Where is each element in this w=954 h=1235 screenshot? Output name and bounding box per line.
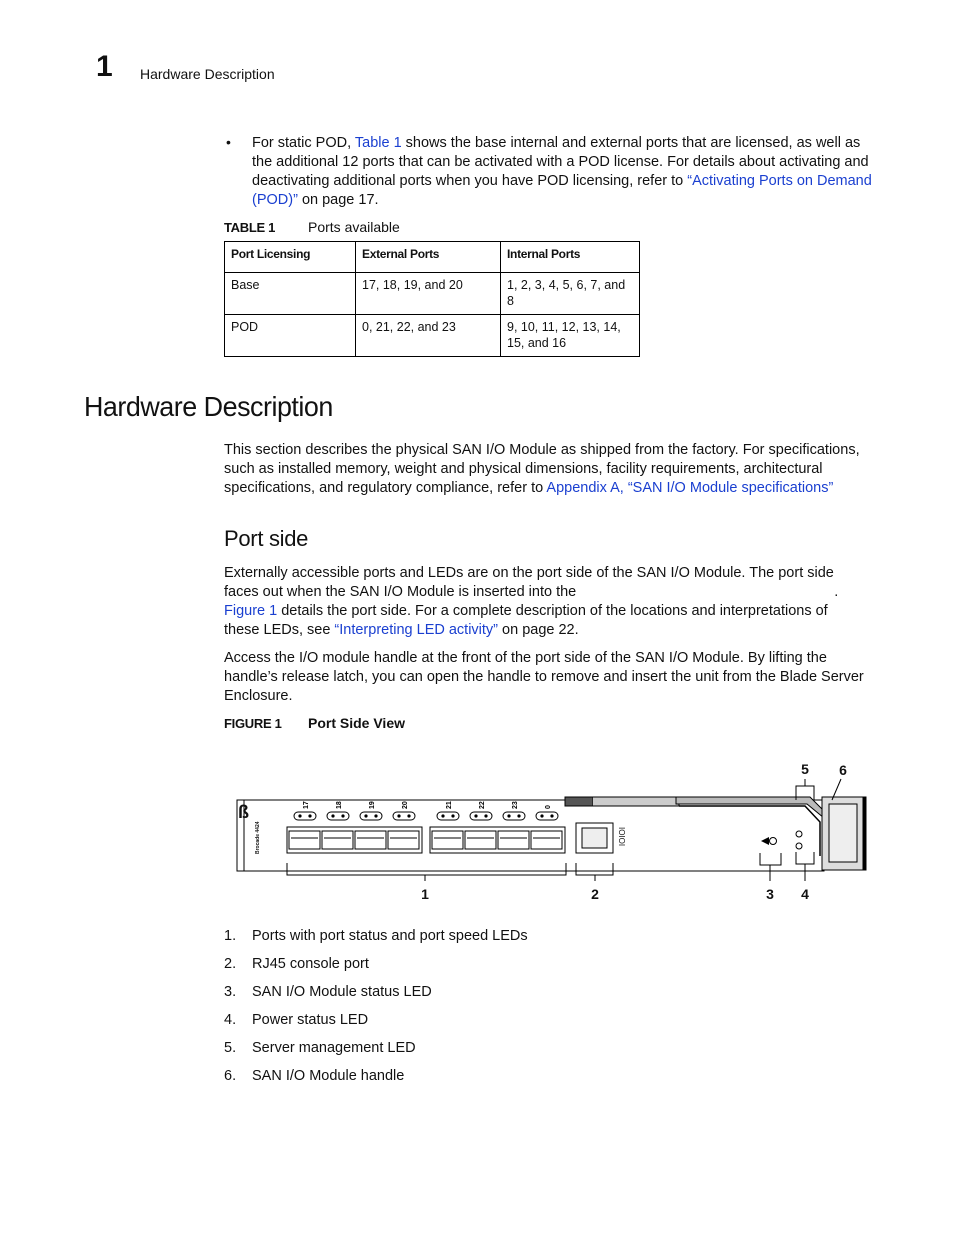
port-led-dot [298, 814, 301, 817]
bullet-text-3: on page 17. [297, 192, 379, 208]
port-led-dot [474, 814, 477, 817]
port-side-diagram [224, 752, 874, 912]
table-cell: 1, 2, 3, 4, 5, 6, 7, and 8 [501, 273, 640, 315]
table-header: External Ports [356, 242, 501, 273]
subsection-title: Port side [224, 526, 309, 551]
ports-table [224, 241, 640, 357]
sfp-port-20 [388, 831, 419, 849]
port-led-dot [374, 814, 377, 817]
port-number-label: 21 [446, 801, 453, 809]
port-led-21 [437, 812, 459, 820]
table-row [225, 315, 640, 357]
sfp-port-22 [465, 831, 496, 849]
callout-3: 3 [766, 886, 774, 902]
port-led-dot [507, 814, 510, 817]
section-paragraph [224, 441, 874, 498]
table-label: TABLE 1 [224, 220, 276, 235]
handle-rail [593, 797, 679, 806]
sfp-port-21 [432, 831, 463, 849]
legend-item: 6. SAN I/O Module handle [224, 1068, 405, 1084]
port-led-dot [517, 814, 520, 817]
brocade-logo-icon: ß [238, 802, 249, 822]
port-led-dot [397, 814, 400, 817]
chapter-number: 1 [96, 50, 113, 83]
port-number-label: 17 [303, 801, 310, 809]
table-cell: 0, 21, 22, and 23 [356, 315, 501, 357]
port-led-dot [331, 814, 334, 817]
sfp-port-17 [289, 831, 320, 849]
port-led-17 [294, 812, 316, 820]
port-led-dot [341, 814, 344, 817]
port-number-label: 18 [336, 801, 343, 809]
table-header: Internal Ports [501, 242, 640, 273]
port-number-label: 23 [512, 801, 519, 809]
port-led-dot [441, 814, 444, 817]
p1-period: . [834, 584, 839, 600]
table-cell: 17, 18, 19, and 20 [356, 273, 501, 315]
table-cell: POD [225, 315, 356, 357]
section-title: Hardware Description [84, 391, 333, 422]
table-header: Port Licensing [225, 242, 356, 273]
legend-item: 1. Ports with port status and port speed LEDs [224, 928, 528, 944]
port-led-dot [550, 814, 553, 817]
figure-legend [224, 926, 528, 1094]
port-led-18 [327, 812, 349, 820]
port-led-22 [470, 812, 492, 820]
sfp-port-23 [498, 831, 529, 849]
callout-1: 1 [421, 886, 429, 902]
bullet-paragraph [252, 134, 877, 210]
port-led-dot [540, 814, 543, 817]
bullet-text-1: For static POD, [252, 135, 355, 151]
section-text: This section describes the physical SAN I/O Module as shipped from the factory. For specifications, such as installed memory, weight and physical dimensions, facility requirements, architectural specifications, and regulatory compliance, refer to [224, 442, 860, 496]
legend-item: 2. RJ45 console port [224, 956, 369, 972]
sfp-port-0 [531, 831, 562, 849]
port-led-dot [308, 814, 311, 817]
running-header: Hardware Description [140, 66, 275, 82]
figure-title: Port Side View [308, 715, 405, 731]
appendix-a-link[interactable]: Appendix A, “SAN I/O Module specifications” [546, 480, 834, 496]
callout-2: 2 [591, 886, 599, 902]
table-caption [224, 219, 400, 235]
port-side-paragraph-1 [224, 564, 864, 640]
bullet-symbol: • [226, 134, 231, 150]
table-title: Ports available [308, 219, 400, 235]
port-number-label: 0 [545, 805, 552, 809]
callout-6: 6 [839, 762, 847, 778]
activating-pod-link[interactable]: “Activating Ports on Demand (POD)” [252, 173, 872, 208]
legend-item: 3. SAN I/O Module status LED [224, 984, 432, 1000]
legend-item: 4. Power status LED [224, 1012, 369, 1028]
port-number-label: 20 [402, 801, 409, 809]
callout-4: 4 [801, 886, 809, 902]
port-led-19 [360, 812, 382, 820]
p1-text-2: details the port side. For a complete description of the locations and interpretations of these LEDs, see [224, 603, 828, 638]
table-cell: 9, 10, 11, 12, 13, 14, 15, and 16 [501, 315, 640, 357]
port-led-dot [407, 814, 410, 817]
brand-text: Brocade 4424 [255, 821, 261, 854]
sfp-port-19 [355, 831, 386, 849]
console-label: IOIOI [617, 827, 626, 847]
sfp-port-18 [322, 831, 353, 849]
figure-caption [224, 715, 405, 731]
port-side-paragraph-2: Access the I/O module handle at the front of the port side of the SAN I/O Module. By lifting the handle’s release latch, you can open the handle to remove and insert the unit from the Blade Server Enclosure. [224, 650, 864, 704]
port-led-dot [484, 814, 487, 817]
handle-grip-inner [829, 804, 857, 862]
port-led-dot [451, 814, 454, 817]
p1-text-1: Externally accessible ports and LEDs are on the port side of the SAN I/O Module. The port side faces out when the SAN I/O Module is inserted into the [224, 565, 834, 600]
handle-latch [565, 797, 593, 806]
bullet-text-2: shows the base internal and external ports that are licensed, as well as the additional 12 ports that can be activated with a POD license. For details about activating and deactivating additional ports when you have POD licensing, refer to [252, 135, 869, 189]
port-led-dot [364, 814, 367, 817]
port-led-0 [536, 812, 558, 820]
table-1-link[interactable]: Table 1 [354, 135, 402, 151]
figure-1-link[interactable]: Figure 1 [224, 603, 278, 619]
figure-label: FIGURE 1 [224, 716, 282, 731]
table-row [225, 273, 640, 315]
port-number-label: 22 [479, 801, 486, 809]
port-led-20 [393, 812, 415, 820]
p1-text-3: on page 22. [498, 622, 579, 638]
legend-item: 5. Server management LED [224, 1040, 416, 1056]
callout-5: 5 [801, 761, 809, 777]
port-number-label: 19 [369, 801, 376, 809]
interpreting-led-link[interactable]: “Interpreting LED activity” [334, 622, 499, 638]
table-cell: Base [225, 273, 356, 315]
table-header-row [225, 242, 640, 273]
port-led-23 [503, 812, 525, 820]
